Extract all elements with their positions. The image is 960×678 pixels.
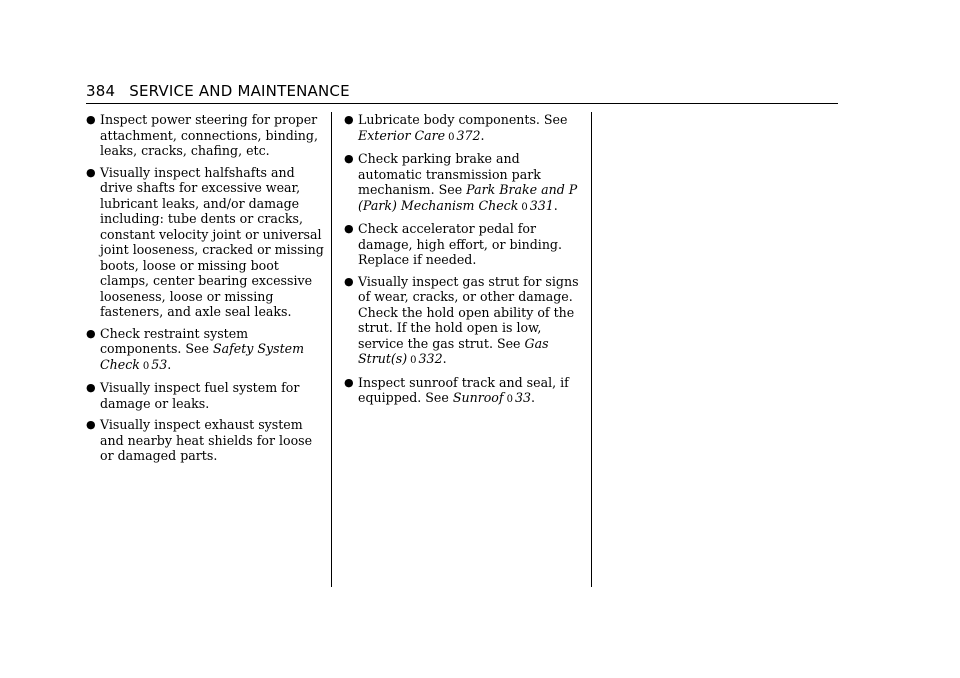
cross-reference-link[interactable]: Gas Strut(s): [358, 335, 549, 366]
item-text: Visually inspect exhaust system and nearby heat shields for loose or damaged parts.: [100, 417, 313, 463]
item-text: Visually inspect fuel system for damage or leaks.: [100, 380, 300, 411]
item-text: Lubricate body components. See: [358, 112, 568, 127]
page-arrow-icon: 0: [521, 201, 528, 213]
item-text: Check accelerator pedal for damage, high effort, or binding. Replace if needed.: [358, 221, 562, 267]
page-reference[interactable]: 33: [514, 390, 531, 405]
page-arrow-icon: 0: [142, 360, 150, 372]
column-divider-left: [331, 112, 332, 587]
column-middle: [344, 112, 582, 414]
bullet-icon: ●: [344, 375, 354, 389]
list-item: ● Inspect sunroof track and seal, if equipped. See Sunroof 0 33.: [344, 374, 569, 405]
item-text: Check parking brake and automatic transmission park mechanism. See: [358, 151, 541, 197]
page-arrow-icon: 0: [448, 131, 455, 143]
page-reference[interactable]: 372: [456, 127, 481, 143]
bullet-icon: ●: [86, 113, 96, 126]
item-text: Visually inspect gas strut for signs of wear, cracks, or other damage. Check the hold open ability of the strut. If the hold open is low, service the gas strut. See: [358, 273, 579, 351]
page-reference[interactable]: 53: [151, 356, 168, 372]
cross-reference-link[interactable]: Sunroof: [452, 390, 504, 405]
item-text: Inspect power steering for proper attachment, connections, binding, leaks, cracks, chafing, etc.: [100, 112, 318, 158]
list-item: [86, 380, 324, 411]
list-item: [86, 165, 324, 320]
page-reference[interactable]: 331: [529, 197, 554, 213]
page-header: [86, 82, 350, 100]
page-arrow-icon: 0: [506, 394, 513, 405]
list-item: ● Check restraint system components. See Safety System Check 0 53.: [86, 325, 305, 372]
column-divider-right: [591, 112, 592, 587]
bullet-icon: ●: [344, 222, 354, 235]
list-item: ● Visually inspect gas strut for signs of wear, cracks, or other damage. Check the hold open ability of the strut. If the hold open is low, service the gas strut. See Gas Strut(s) 0 332.: [344, 273, 579, 366]
bullet-icon: ●: [86, 165, 96, 179]
page-arrow-icon: 0: [410, 355, 417, 366]
item-text: Check restraint system components. See: [100, 325, 249, 356]
item-text: Inspect sunroof track and seal, if equipped. See: [358, 374, 569, 405]
section-title: SERVICE AND MAINTENANCE: [129, 82, 350, 100]
bullet-icon: ●: [344, 113, 354, 126]
bullet-icon: ●: [86, 381, 96, 394]
cross-reference-link[interactable]: Exterior Care: [358, 127, 446, 143]
header-rule: [86, 103, 838, 104]
list-item: [344, 221, 582, 268]
column-left: [86, 112, 324, 470]
bullet-icon: ●: [344, 152, 354, 165]
page-reference[interactable]: 332: [418, 351, 443, 366]
list-item: ● Lubricate body components. See Exterior Care 0 372.: [344, 112, 568, 143]
cross-reference-link[interactable]: Park Brake and P (Park) Mechanism Check: [358, 182, 578, 213]
bullet-icon: ●: [86, 418, 96, 431]
list-item: [86, 112, 324, 159]
item-text: Visually inspect halfshafts and drive shafts for excessive wear, lubricant leaks, and/or damage including: tube dents or cracks, constant velocity joint or universal joint looseness, cracked or missing boots, loose or missing boot clamps, center bearing excessive looseness, loose or missing fasteners, and axle seal leaks.: [100, 164, 324, 319]
bullet-icon: ●: [344, 274, 354, 288]
list-item: ● Check parking brake and automatic transmission park mechanism. See Park Brake and P (Park) Mechanism Check 0 331.: [344, 151, 578, 213]
cross-reference-link[interactable]: Safety System Check: [100, 341, 305, 372]
list-item: [86, 417, 324, 464]
bullet-icon: ●: [86, 326, 96, 340]
page-number: 384: [86, 82, 116, 100]
